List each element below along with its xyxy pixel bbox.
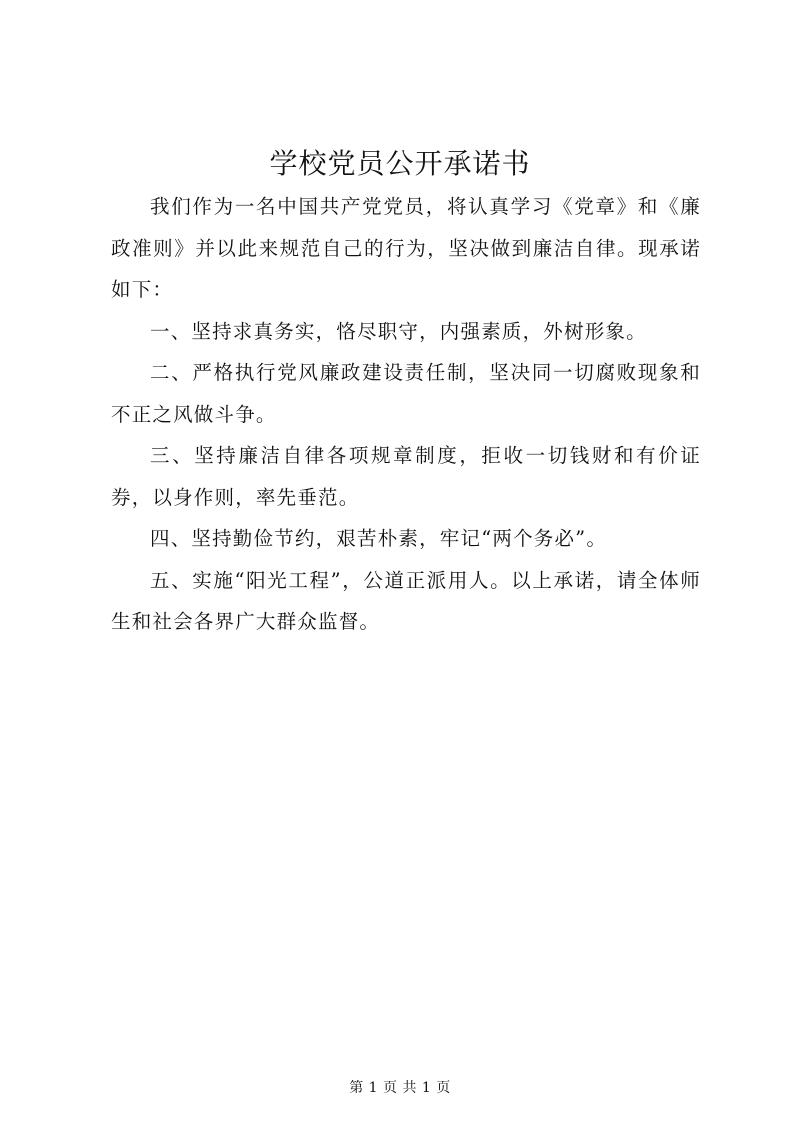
- paragraph-item-3: 三、坚持廉洁自律各项规章制度，拒收一切钱财和有价证券，以身作则，率先垂范。: [111, 444, 701, 509]
- document-body: [111, 186, 701, 643]
- page-footer: 第 1 页 共 1 页: [349, 1080, 451, 1096]
- paragraph-item-1: 一、坚持求真务实，恪尽职守，内强素质，外树形象。: [150, 319, 647, 343]
- paragraph-intro: 我们作为一名中国共产党党员，将认真学习《党章》和《廉政准则》并以此来规范自己的行为，坚决做到廉洁自律。现承诺如下：: [111, 195, 701, 301]
- paragraph-item-2: 二、严格执行党风廉政建设责任制，坚决同一切腐败现象和不正之风做斗争。: [111, 361, 701, 426]
- paragraph-item-4: 四、坚持勤俭节约，艰苦朴素，牢记“两个务必”。: [150, 527, 608, 550]
- document-title: 学校党员公开承诺书: [269, 147, 531, 180]
- paragraph-item-5: 五、实施“阳光工程”，公道正派用人。以上承诺，请全体师生和社会各界广大群众监督。: [111, 568, 701, 633]
